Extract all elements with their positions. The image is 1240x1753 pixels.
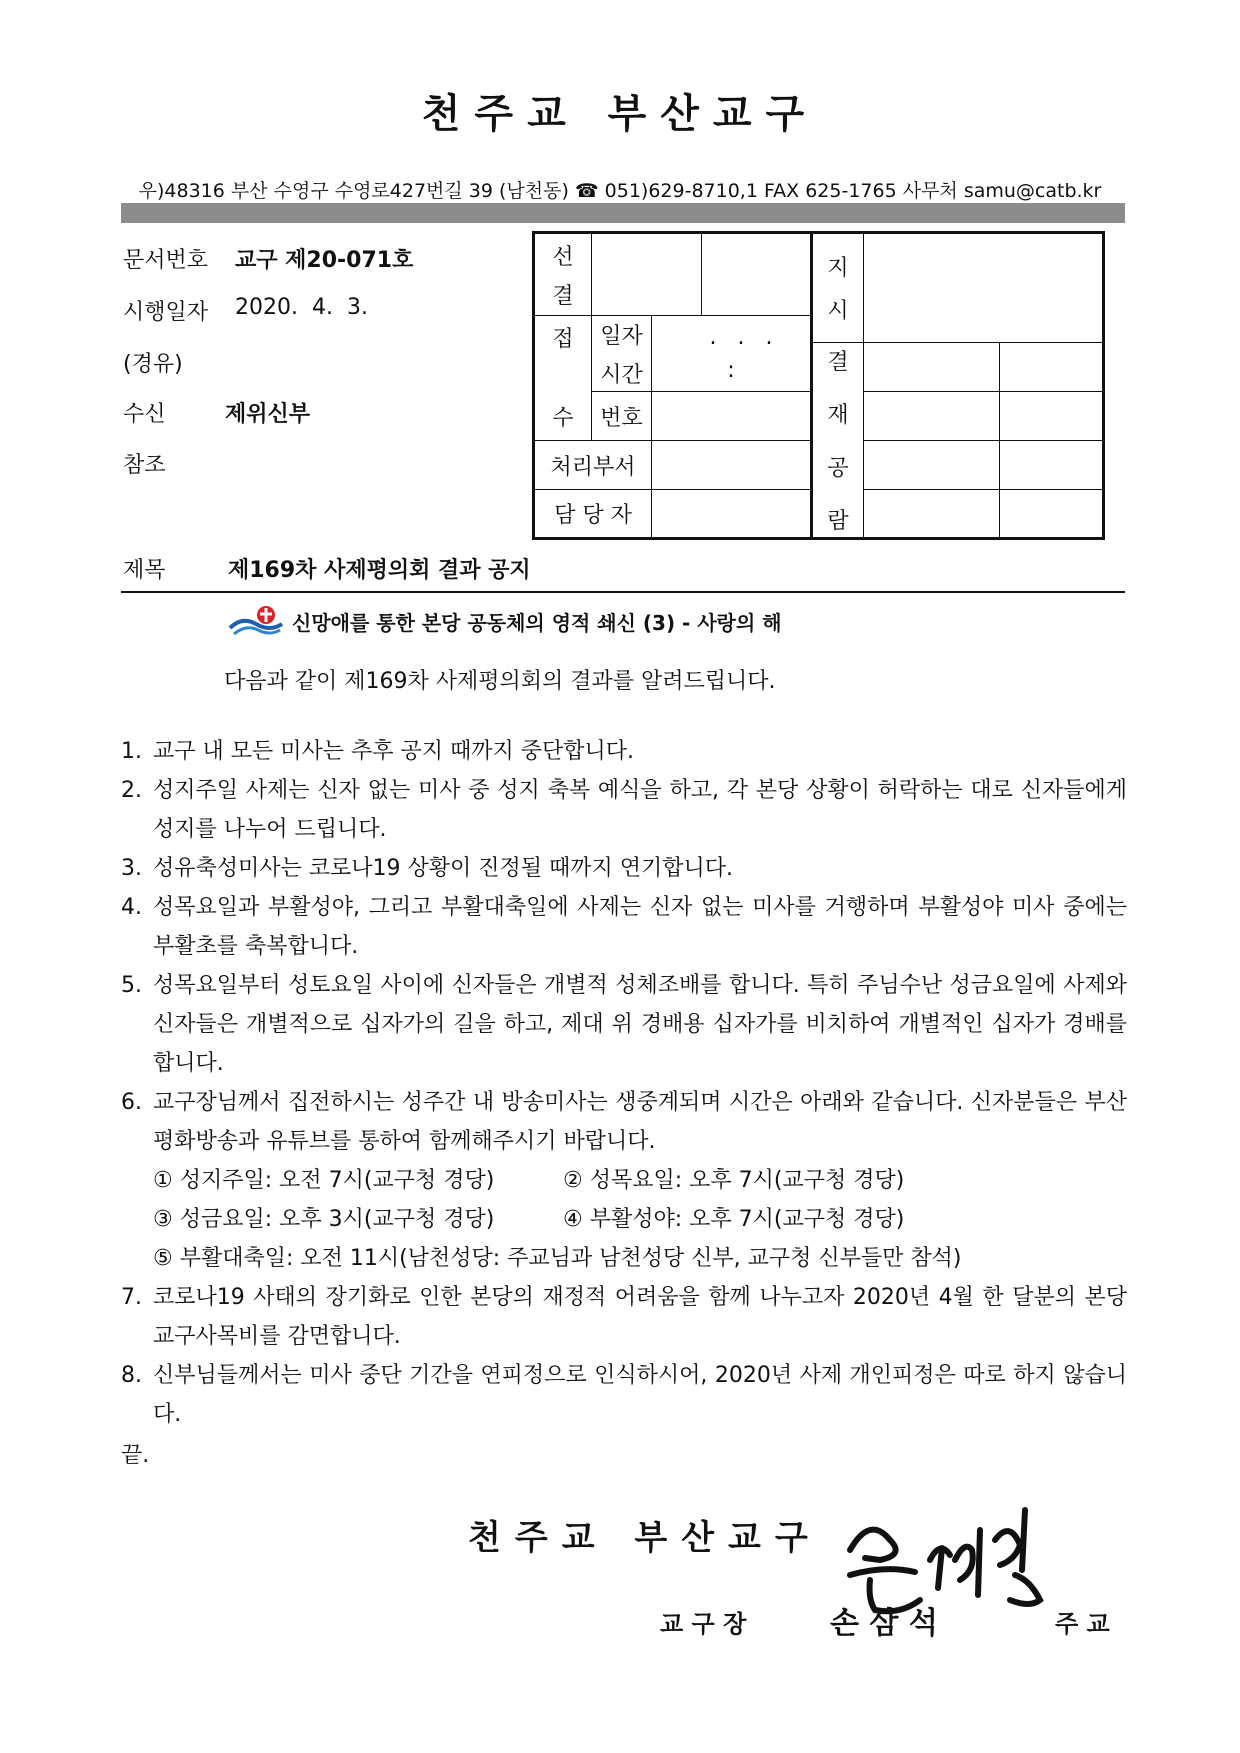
gyeoljae-cell-1b[interactable] — [1000, 343, 1104, 392]
gyeoljae-cell-4b[interactable] — [1000, 490, 1104, 539]
header-divider — [121, 203, 1125, 223]
notice-body — [121, 732, 1127, 1434]
schedule-entry: ② 성목요일: 오후 7시(교구청 경당) — [563, 1168, 905, 1193]
list-item: 2. 성지주일 사제는 신자 없는 미사 중 성지 축복 예식을 하고, 각 본당 상황이 허락하는 대로 신자들에게 성지를 나누어 드립니다. — [121, 778, 1127, 842]
subject-label: 제목 — [123, 558, 166, 583]
date-value: 2020. 4. 3. — [235, 295, 368, 320]
doc-no-value: 교구 제20-071호 — [235, 248, 414, 273]
recipient-value: 제위신부 — [225, 402, 311, 427]
gyeoljae-cell-2a[interactable] — [864, 392, 1000, 441]
list-item: 8. 신부님들께서는 미사 중단 기간을 연피정으로 인식하시어, 2020년 사제 개인피정은 따로 하지 않습니다. — [121, 1363, 1127, 1427]
intro-text: 다음과 같이 제169차 사제평의회의 결과를 알려드립니다. — [224, 669, 776, 694]
gyeoljae-cell-3b[interactable] — [1000, 441, 1104, 490]
number-field[interactable] — [652, 392, 812, 441]
date-label: 시행일자 — [123, 300, 209, 325]
ref-label: 참조 — [123, 453, 166, 478]
gyeoljae-cell-2b[interactable] — [1000, 392, 1104, 441]
list-item: 5. 성목요일부터 성토요일 사이에 신자들은 개별적 성체조배를 합니다. 특히 주님수난 성금요일에 사제와 신자들은 개별적으로 십자가의 길을 하고, 제대 위 경배용 십자가를 비치하여 개별적인 십자가 경배를 합니다. — [121, 973, 1127, 1076]
subject-value: 제169차 사제평의회 결과 공지 — [228, 558, 531, 583]
number-label: 번호 — [592, 392, 652, 441]
date-time-field[interactable]: . . . : — [652, 316, 812, 392]
list-item: 7. 코로나19 사태의 장기화로 인한 본당의 재정적 어려움을 함께 나누고자 2020년 4월 한 달분의 본당 교구사목비를 감면합니다. — [121, 1285, 1127, 1349]
date-time-label: 일자 시간 — [592, 316, 652, 392]
schedule-entry: ③ 성금요일: 오후 3시(교구청 경당) — [153, 1207, 495, 1232]
broadcast-schedule — [121, 1161, 1127, 1278]
list-item: 6. 교구장님께서 집전하시는 성주간 내 방송미사는 생중계되며 시간은 아래와 같습니다. 신자분들은 부산평화방송과 유튜브를 통하여 함께해주시기 바랍니다. — [121, 1090, 1127, 1154]
document-title: 천주교 부산교구 — [421, 91, 819, 137]
jisi-cell[interactable] — [864, 233, 1104, 343]
jisi-label: 지 시 — [812, 233, 864, 343]
signature-org: 천주교 부산교구 — [468, 1518, 822, 1558]
subject-divider — [121, 591, 1125, 593]
gyeoljae-cell-1a[interactable] — [864, 343, 1000, 392]
list-item: 4. 성목요일과 부활성야, 그리고 부활대축일에 사제는 신자 없는 미사를 거행하며 부활성야 미사 중에는 부활초를 축복합니다. — [121, 895, 1127, 959]
approval-table — [532, 231, 1105, 540]
seongyeol-cell-2[interactable] — [702, 233, 812, 316]
gyeoljae-label: 결 재 공 람 — [812, 343, 864, 539]
manager-field[interactable] — [652, 490, 812, 539]
schedule-entry: ④ 부활성야: 오후 7시(교구청 경당) — [563, 1207, 905, 1232]
bishop-rank: 주 교 — [1055, 1610, 1110, 1638]
schedule-entry: ① 성지주일: 오전 7시(교구청 경당) — [153, 1168, 495, 1193]
bishop-name: 손 삼 석 — [830, 1606, 938, 1641]
schedule-entry: ⑤ 부활대축일: 오전 11시(남천성당: 주교님과 남천성당 신부, 교구청 신부들만 참석) — [153, 1246, 962, 1271]
seongyeol-cell-1[interactable] — [592, 233, 702, 316]
approval-seongyeol-label: 선 결 — [534, 233, 592, 316]
slogan-line — [228, 604, 782, 638]
gyeoljae-cell-3a[interactable] — [864, 441, 1000, 490]
bishop-title: 교 구 장 — [660, 1610, 747, 1638]
slogan-text: 신망애를 통한 본당 공동체의 영적 쇄신 (3) - 사랑의 해 — [292, 610, 782, 635]
dept-label: 처리부서 — [534, 441, 652, 490]
dept-field[interactable] — [652, 441, 812, 490]
doc-no-label: 문서번호 — [123, 248, 209, 273]
recipient-label: 수신 — [123, 402, 166, 427]
end-mark: 끝. — [121, 1443, 150, 1468]
address-line: 우)48316 부산 수영구 수영로427번길 39 (남천동) ☎ 051)629-8710,1 FAX 625-1765 사무처 samu@catb.kr — [138, 180, 1102, 202]
diocese-logo-icon — [228, 604, 284, 638]
gyeoljae-cell-4a[interactable] — [864, 490, 1000, 539]
via-label: (경유) — [123, 352, 183, 377]
list-item: 3. 성유축성미사는 코로나19 상황이 진정될 때까지 연기합니다. — [121, 856, 734, 881]
jeopsu-label: 접 수 — [534, 316, 592, 441]
list-item: 1. 교구 내 모든 미사는 추후 공지 때까지 중단합니다. — [121, 739, 634, 764]
manager-label: 담 당 자 — [534, 490, 652, 539]
